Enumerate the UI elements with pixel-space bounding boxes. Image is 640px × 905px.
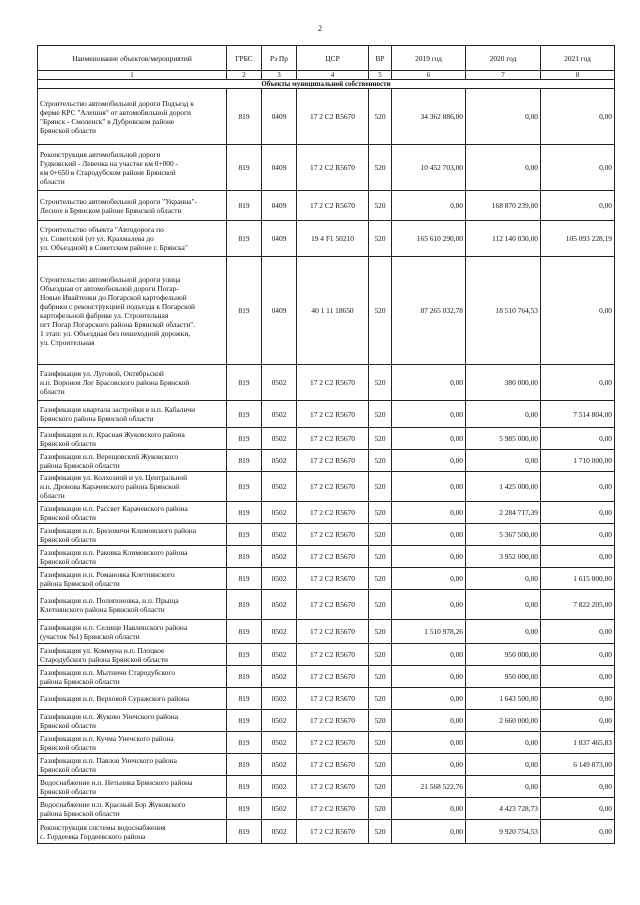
vr-cell: 520: [369, 820, 392, 844]
amount-2019-cell: 0,00: [392, 546, 466, 568]
amount-2021-cell: 0,00: [541, 365, 615, 401]
object-name: Водоснабжение н.п. Красный Бор Жуковского района Брянской области: [38, 798, 227, 820]
csr-cell: 17 2 C2 R5670: [297, 620, 369, 644]
rzpr-cell: 0502: [262, 798, 297, 820]
amount-2019-cell: 0,00: [392, 732, 466, 754]
page-number: 2: [318, 24, 322, 33]
amount-2020-cell: 950 000,00: [466, 666, 541, 688]
vr-cell: 520: [369, 776, 392, 798]
grbs-cell: 819: [227, 644, 262, 666]
table-row: [38, 820, 615, 844]
rzpr-cell: 0502: [262, 732, 297, 754]
grbs-cell: 819: [227, 257, 262, 365]
rzpr-cell: 0502: [262, 620, 297, 644]
vr-cell: 520: [369, 644, 392, 666]
grbs-cell: 819: [227, 568, 262, 590]
vr-cell: 520: [369, 754, 392, 776]
amount-2020-cell: 5 985 000,00: [466, 428, 541, 450]
object-name: Газификация н.п. Раковка Климовского района Брянской области: [38, 546, 227, 568]
csr-cell: 17 2 C2 R5670: [297, 191, 369, 221]
csr-cell: 17 2 C2 R5670: [297, 666, 369, 688]
table-row: [38, 502, 615, 524]
table-row: [38, 450, 615, 472]
amount-2021-cell: 0,00: [541, 688, 615, 710]
grbs-cell: 819: [227, 524, 262, 546]
object-name: Реконструкция системы водоснабжения с. Гордеевка Гордеевского района: [38, 820, 227, 844]
amount-2021-cell: 1 710 000,00: [541, 450, 615, 472]
table-row: [38, 688, 615, 710]
rzpr-cell: 0502: [262, 472, 297, 502]
table-row: [38, 257, 615, 365]
amount-2021-cell: 0,00: [541, 502, 615, 524]
vr-cell: 520: [369, 710, 392, 732]
col-number: 1: [38, 71, 227, 80]
amount-2021-cell: 0,00: [541, 798, 615, 820]
amount-2020-cell: 0,00: [466, 732, 541, 754]
grbs-cell: 819: [227, 776, 262, 798]
amount-2020-cell: 9 920 754,53: [466, 820, 541, 844]
col-number: 6: [392, 71, 466, 80]
amount-2019-cell: 0,00: [392, 798, 466, 820]
object-name: Газификация н.п. Романовка Клетнянского района Брянской области: [38, 568, 227, 590]
vr-cell: 520: [369, 666, 392, 688]
table-row: [38, 666, 615, 688]
grbs-cell: 819: [227, 820, 262, 844]
header-vr: ВР: [369, 46, 392, 71]
amount-2019-cell: 0,00: [392, 568, 466, 590]
amount-2021-cell: 105 093 228,19: [541, 221, 615, 257]
object-name: Газификация н.п. Селище Навлинского района (участок №1) Брянской области: [38, 620, 227, 644]
grbs-cell: 819: [227, 89, 262, 145]
rzpr-cell: 0409: [262, 257, 297, 365]
csr-cell: 17 2 C2 R5670: [297, 776, 369, 798]
amount-2021-cell: 7 514 804,00: [541, 401, 615, 428]
vr-cell: 520: [369, 89, 392, 145]
table-row: [38, 732, 615, 754]
amount-2021-cell: 0,00: [541, 666, 615, 688]
csr-cell: 17 2 C2 R5670: [297, 644, 369, 666]
amount-2020-cell: 0,00: [466, 590, 541, 620]
amount-2021-cell: 0,00: [541, 620, 615, 644]
amount-2019-cell: 1 510 978,26: [392, 620, 466, 644]
csr-cell: 17 2 C2 R5670: [297, 401, 369, 428]
amount-2020-cell: 4 423 728,73: [466, 798, 541, 820]
table-row: [38, 221, 615, 257]
table-row: [38, 568, 615, 590]
vr-cell: 520: [369, 798, 392, 820]
object-name: Строительство автомобильной дороги Подъезд к ферме КРС "Алешня" от автомобильной дороги "Брянск - Смоленск" в Дубровском районе Брянской области: [38, 89, 227, 145]
rzpr-cell: 0502: [262, 776, 297, 798]
amount-2021-cell: 1 837 465,83: [541, 732, 615, 754]
csr-cell: 17 2 C2 R5670: [297, 472, 369, 502]
object-name: Газификация н.п. Брезовичи Климовского района Брянской области: [38, 524, 227, 546]
csr-cell: 17 2 C2 R5670: [297, 89, 369, 145]
amount-2020-cell: 168 870 239,00: [466, 191, 541, 221]
amount-2019-cell: 0,00: [392, 450, 466, 472]
vr-cell: 520: [369, 450, 392, 472]
table-row: [38, 401, 615, 428]
amount-2020-cell: 2 660 000,00: [466, 710, 541, 732]
rzpr-cell: 0502: [262, 546, 297, 568]
object-name: Газификация н.п. Полипоновка, н.п. Прыща Клетнянского района Брянской области: [38, 590, 227, 620]
amount-2020-cell: 0,00: [466, 568, 541, 590]
amount-2020-cell: 0,00: [466, 450, 541, 472]
amount-2021-cell: 0,00: [541, 710, 615, 732]
object-name: Газификация ул. Колхозной и ул. Центральной н.п. Дронова Карачевского района Брянской области: [38, 472, 227, 502]
grbs-cell: 819: [227, 428, 262, 450]
grbs-cell: 819: [227, 450, 262, 472]
table-row: [38, 365, 615, 401]
header-2021: 2021 год: [541, 46, 615, 71]
amount-2021-cell: 0,00: [541, 89, 615, 145]
amount-2019-cell: 0,00: [392, 191, 466, 221]
amount-2020-cell: 0,00: [466, 145, 541, 191]
vr-cell: 520: [369, 472, 392, 502]
csr-cell: 17 2 C2 R5670: [297, 590, 369, 620]
rzpr-cell: 0409: [262, 89, 297, 145]
table-row: [38, 472, 615, 502]
object-name: Газификация н.п. Красная Жуковского района Брянской области: [38, 428, 227, 450]
vr-cell: 520: [369, 145, 392, 191]
table-row: [38, 191, 615, 221]
col-number: 8: [541, 71, 615, 80]
grbs-cell: 819: [227, 666, 262, 688]
rzpr-cell: 0502: [262, 502, 297, 524]
rzpr-cell: 0409: [262, 191, 297, 221]
col-number: 7: [466, 71, 541, 80]
rzpr-cell: 0502: [262, 666, 297, 688]
amount-2021-cell: 0,00: [541, 546, 615, 568]
amount-2020-cell: 380 000,00: [466, 365, 541, 401]
table-row: [38, 710, 615, 732]
header-row: [38, 46, 615, 71]
amount-2021-cell: 0,00: [541, 820, 615, 844]
amount-2020-cell: 0,00: [466, 620, 541, 644]
object-name: Газификация н.п. Жуково Унечского района Брянской области: [38, 710, 227, 732]
csr-cell: 17 2 C2 R5670: [297, 365, 369, 401]
amount-2020-cell: 3 952 000,00: [466, 546, 541, 568]
rzpr-cell: 0502: [262, 590, 297, 620]
grbs-cell: 819: [227, 191, 262, 221]
vr-cell: 520: [369, 546, 392, 568]
csr-cell: 17 2 C2 R5670: [297, 798, 369, 820]
vr-cell: 520: [369, 524, 392, 546]
object-name: Газификация н.п. Мытничи Стародубского района Брянской области: [38, 666, 227, 688]
header-2020: 2020 год: [466, 46, 541, 71]
vr-cell: 520: [369, 365, 392, 401]
vr-cell: 520: [369, 221, 392, 257]
table-row: [38, 546, 615, 568]
section-title: Объекты муниципальной собственности: [38, 80, 615, 89]
col-number: 3: [262, 71, 297, 80]
rzpr-cell: 0502: [262, 644, 297, 666]
csr-cell: 17 2 C2 R5670: [297, 145, 369, 191]
header-2019: 2019 год: [392, 46, 466, 71]
object-name: Строительство автомобильной дороги улица Объездная от автомобильной дороги Погар- Новые Ивайтенки до Погарской картофельной фабрики с реконструкцией подъезда к Погарской картофельной фабрике ул. Строительная пгт Погар Погарского района Брянской области". 1 этап: ул. Объездная без пешеходной дорожки, ул. Строительная: [38, 257, 227, 365]
col-number: 2: [227, 71, 262, 80]
header-grbs: ГРБС: [227, 46, 262, 71]
amount-2020-cell: 0,00: [466, 776, 541, 798]
object-name: Газификация н.п. Кучма Унечского района Брянской области: [38, 732, 227, 754]
rzpr-cell: 0409: [262, 145, 297, 191]
amount-2021-cell: 1 615 000,00: [541, 568, 615, 590]
table-row: [38, 89, 615, 145]
csr-cell: 17 2 C2 R5670: [297, 710, 369, 732]
vr-cell: 520: [369, 620, 392, 644]
amount-2021-cell: 0,00: [541, 428, 615, 450]
amount-2019-cell: 0,00: [392, 820, 466, 844]
csr-cell: 17 2 C2 R5670: [297, 732, 369, 754]
amount-2020-cell: 0,00: [466, 401, 541, 428]
amount-2019-cell: 0,00: [392, 472, 466, 502]
amount-2019-cell: 10 452 703,00: [392, 145, 466, 191]
rzpr-cell: 0502: [262, 820, 297, 844]
object-name: Газификация ул. Луговой, Октябрьской н.п. Воронов Лог Брасовского района Брянской области: [38, 365, 227, 401]
object-name: Строительство объекта "Автодорога по ул. Советской (от ул. Крахмалева до ул. Объездной) в Советском районе г. Брянска": [38, 221, 227, 257]
amount-2021-cell: 0,00: [541, 472, 615, 502]
amount-2019-cell: 34 362 886,00: [392, 89, 466, 145]
vr-cell: 520: [369, 688, 392, 710]
amount-2020-cell: 1 643 500,00: [466, 688, 541, 710]
object-name: Газификация н.п. Рассвет Карачевского района Брянской области: [38, 502, 227, 524]
amount-2019-cell: 0,00: [392, 710, 466, 732]
object-name: Газификация н.п. Павлов Унечского района Брянской области: [38, 754, 227, 776]
grbs-cell: 819: [227, 710, 262, 732]
vr-cell: 520: [369, 428, 392, 450]
grbs-cell: 819: [227, 688, 262, 710]
header-name: Наименование объектов/мероприятий: [38, 46, 227, 71]
grbs-cell: 819: [227, 221, 262, 257]
object-name: Водоснабжение н.п. Нетьинка Брянского района Брянской области: [38, 776, 227, 798]
amount-2021-cell: 0,00: [541, 145, 615, 191]
table-row: [38, 428, 615, 450]
csr-cell: 40 1 11 18650: [297, 257, 369, 365]
csr-cell: 17 2 C2 R5670: [297, 688, 369, 710]
amount-2020-cell: 0,00: [466, 89, 541, 145]
vr-cell: 520: [369, 590, 392, 620]
grbs-cell: 819: [227, 546, 262, 568]
amount-2019-cell: 0,00: [392, 754, 466, 776]
table-row: [38, 644, 615, 666]
grbs-cell: 819: [227, 365, 262, 401]
object-name: Газификация ул. Коммуна н.п. Плоцкое Стародубского района Брянской области: [38, 644, 227, 666]
object-name: Газификация н.п. Верховой Суражского района: [38, 688, 227, 710]
amount-2019-cell: 0,00: [392, 590, 466, 620]
col-number: 5: [369, 71, 392, 80]
rzpr-cell: 0502: [262, 428, 297, 450]
table-row: [38, 145, 615, 191]
amount-2019-cell: 165 610 290,00: [392, 221, 466, 257]
grbs-cell: 819: [227, 502, 262, 524]
grbs-cell: 819: [227, 732, 262, 754]
csr-cell: 17 2 C2 R5670: [297, 546, 369, 568]
rzpr-cell: 0502: [262, 568, 297, 590]
section-row: [38, 80, 615, 89]
amount-2020-cell: 2 284 717,39: [466, 502, 541, 524]
amount-2020-cell: 950 000,00: [466, 644, 541, 666]
table-row: [38, 524, 615, 546]
amount-2021-cell: 7 822 205,00: [541, 590, 615, 620]
csr-cell: 17 2 C2 R5670: [297, 524, 369, 546]
amount-2019-cell: 0,00: [392, 365, 466, 401]
vr-cell: 520: [369, 732, 392, 754]
amount-2019-cell: 0,00: [392, 688, 466, 710]
amount-2019-cell: 0,00: [392, 666, 466, 688]
vr-cell: 520: [369, 502, 392, 524]
amount-2021-cell: 0,00: [541, 644, 615, 666]
grbs-cell: 819: [227, 754, 262, 776]
object-name: Газификация квартала застройки в н.п. Кабаличи Брянского района Брянской области: [38, 401, 227, 428]
header-rzpr: Рз Пр: [262, 46, 297, 71]
rzpr-cell: 0502: [262, 710, 297, 732]
csr-cell: 17 2 C2 R5670: [297, 754, 369, 776]
amount-2020-cell: 112 140 030,00: [466, 221, 541, 257]
amount-2019-cell: 0,00: [392, 644, 466, 666]
csr-cell: 17 2 C2 R5670: [297, 428, 369, 450]
grbs-cell: 819: [227, 798, 262, 820]
rzpr-cell: 0502: [262, 365, 297, 401]
grbs-cell: 819: [227, 590, 262, 620]
amount-2020-cell: 18 510 764,53: [466, 257, 541, 365]
rzpr-cell: 0502: [262, 688, 297, 710]
grbs-cell: 819: [227, 472, 262, 502]
amount-2021-cell: 6 149 873,00: [541, 754, 615, 776]
table-row: [38, 590, 615, 620]
object-name: Строительство автомобильной дороги "Украина"- Лесное в Брянском районе Брянской области: [38, 191, 227, 221]
table-row: [38, 798, 615, 820]
amount-2019-cell: 21 568 522,76: [392, 776, 466, 798]
csr-cell: 17 2 C2 R5670: [297, 568, 369, 590]
amount-2020-cell: 1 425 000,00: [466, 472, 541, 502]
vr-cell: 520: [369, 257, 392, 365]
object-name: Газификация н.п. Верещовский Жуковского района Брянской области: [38, 450, 227, 472]
vr-cell: 520: [369, 568, 392, 590]
amount-2021-cell: 0,00: [541, 191, 615, 221]
vr-cell: 520: [369, 191, 392, 221]
amount-2021-cell: 0,00: [541, 257, 615, 365]
amount-2019-cell: 0,00: [392, 401, 466, 428]
vr-cell: 520: [369, 401, 392, 428]
rzpr-cell: 0502: [262, 524, 297, 546]
amount-2021-cell: 0,00: [541, 776, 615, 798]
amount-2021-cell: 0,00: [541, 524, 615, 546]
rzpr-cell: 0409: [262, 221, 297, 257]
header-csr: ЦСР: [297, 46, 369, 71]
rzpr-cell: 0502: [262, 401, 297, 428]
col-number: 4: [297, 71, 369, 80]
table-row: [38, 754, 615, 776]
grbs-cell: 819: [227, 145, 262, 191]
rzpr-cell: 0502: [262, 754, 297, 776]
csr-cell: 17 2 C2 R5670: [297, 820, 369, 844]
csr-cell: 19 4 F1 50210: [297, 221, 369, 257]
rzpr-cell: 0502: [262, 450, 297, 472]
amount-2019-cell: 87 265 032,78: [392, 257, 466, 365]
amount-2019-cell: 0,00: [392, 428, 466, 450]
column-number-row: [38, 71, 615, 80]
budget-table: [37, 45, 615, 844]
csr-cell: 17 2 C2 R5670: [297, 502, 369, 524]
grbs-cell: 819: [227, 401, 262, 428]
table-row: [38, 620, 615, 644]
amount-2019-cell: 0,00: [392, 502, 466, 524]
csr-cell: 17 2 C2 R5670: [297, 450, 369, 472]
amount-2020-cell: 0,00: [466, 754, 541, 776]
table-row: [38, 776, 615, 798]
grbs-cell: 819: [227, 620, 262, 644]
object-name: Реконструкция автомобильной дороги Гудковский - Левенка на участке км 0+000 - км 0+650 в Стародубском районе Брянской области: [38, 145, 227, 191]
amount-2020-cell: 5 367 500,00: [466, 524, 541, 546]
amount-2019-cell: 0,00: [392, 524, 466, 546]
